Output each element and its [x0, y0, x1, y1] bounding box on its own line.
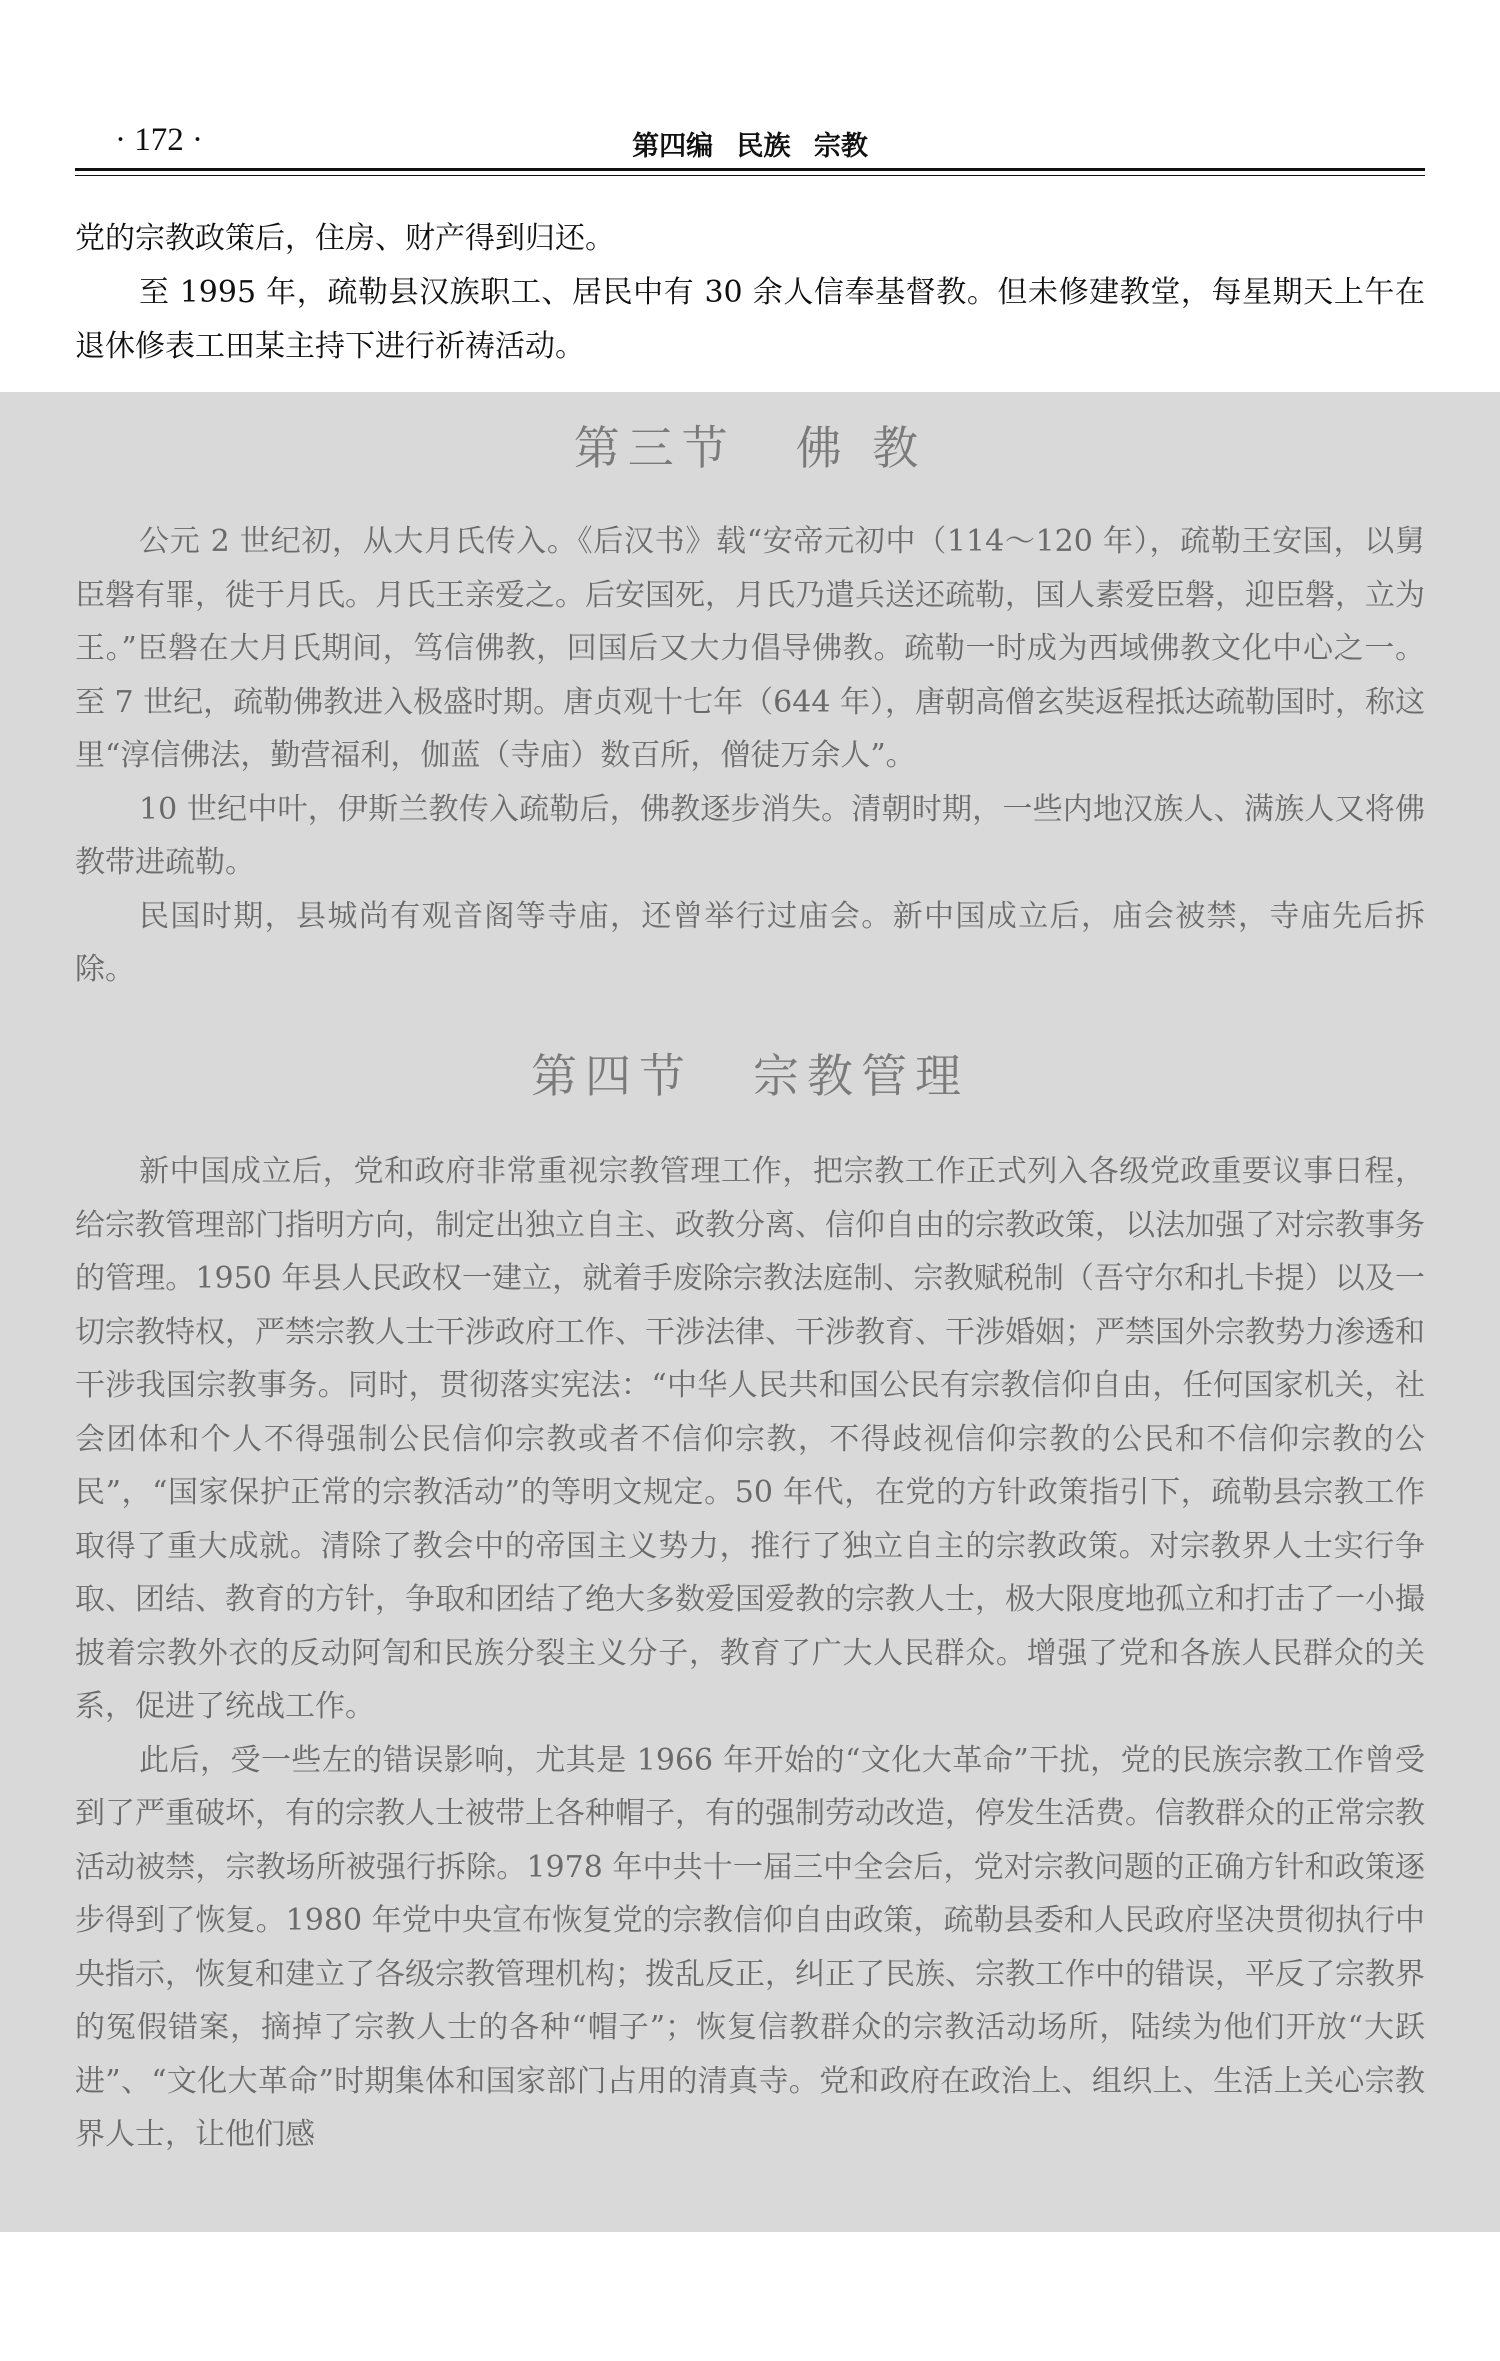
header-rule-thick	[75, 168, 1425, 171]
section3-paragraph: 民国时期，县城尚有观音阁等寺庙，还曾举行过庙会。新中国成立后，庙会被禁，寺庙先后拆除。	[75, 898, 1425, 987]
section4-body	[75, 1145, 1425, 2162]
section3-paragraph: 10 世纪中叶，伊斯兰教传入疏勒后，佛教逐步消失。清朝时期，一些内地汉族人、满族人又将佛教带进疏勒。	[75, 791, 1425, 880]
page-number: · 172 ·	[115, 122, 203, 158]
section4-heading	[0, 1040, 1500, 1106]
section3-paragraph: 公元 2 世纪初，从大月氏传入。《后汉书》载“安帝元初中（114～120 年），疏勒王安国，以舅臣磐有罪，徙于月氏。月氏王亲爱之。后安国死，月氏乃遣兵送还疏勒，国人素爱臣磐，迎臣磐，立为王。”臣磐在大月氏期间，笃信佛教，回国后又大力倡导佛教。疏勒一时成为西域佛教文化中心之一。至 7 世纪，疏勒佛教进入极盛时期。唐贞观十七年（644 年），唐朝高僧玄奘返程抵达疏勒国时，称这里“淳信佛法，勤营福利，伽蓝（寺庙）数百所，僧徒万余人”。	[75, 524, 1425, 773]
section3-number: 第三节	[573, 421, 736, 475]
page-header	[75, 118, 1425, 168]
section4-number: 第四节	[531, 1049, 693, 1103]
section3-title: 佛 教	[795, 421, 927, 475]
section3-body	[75, 515, 1425, 997]
continued-paragraph: 党的宗教政策后，住房、财产得到归还。	[75, 221, 615, 256]
continued-text	[75, 212, 1425, 374]
section4-paragraph: 新中国成立后，党和政府非常重视宗教管理工作，把宗教工作正式列入各级党政重要议事日程，给宗教管理部门指明方向，制定出独立自主、政教分离、信仰自由的宗教政策，以法加强了对宗教事务的管理。1950 年县人民政权一建立，就着手废除宗教法庭制、宗教赋税制（吾守尔和扎卡提）以及一切宗教特权，严禁宗教人士干涉政府工作、干涉法律、干涉教育、干涉婚姻；严禁国外宗教势力渗透和干涉我国宗教事务。同时，贯彻落实宪法：“中华人民共和国公民有宗教信仰自由，任何国家机关，社会团体和个人不得强制公民信仰宗教或者不信仰宗教，不得歧视信仰宗教的公民和不信仰宗教的公民”，“国家保护正常的宗教活动”的等明文规定。50 年代，在党的方针政策指引下，疏勒县宗教工作取得了重大成就。清除了教会中的帝国主义势力，推行了独立自主的宗教政策。对宗教界人士实行争取、团结、教育的方针，争取和团结了绝大多数爱国爱教的宗教人士，极大限度地孤立和打击了一小撮披着宗教外衣的反动阿訇和民族分裂主义分子，教育了广大人民群众。增强了党和各族人民群众的关系，促进了统战工作。	[75, 1154, 1425, 1724]
running-title: 第四编 民族 宗教	[632, 131, 868, 162]
section3-heading	[0, 412, 1500, 478]
paragraph-christianity: 至 1995 年，疏勒县汉族职工、居民中有 30 余人信奉基督教。但未修建教堂，每星期天上午在退休修表工田某主持下进行祈祷活动。	[75, 275, 1425, 364]
section4-title: 宗教管理	[753, 1049, 969, 1103]
section4-paragraph: 此后，受一些左的错误影响，尤其是 1966 年开始的“文化大革命”干扰，党的民族宗教工作曾受到了严重破坏，有的宗教人士被带上各种帽子，有的强制劳动改造，停发生活费。信教群众的正常宗教活动被禁，宗教场所被强行拆除。1978 年中共十一届三中全会后，党对宗教问题的正确方针和政策逐步得到了恢复。1980 年党中央宣布恢复党的宗教信仰自由政策，疏勒县委和人民政府坚决贯彻执行中央指示，恢复和建立了各级宗教管理机构；拨乱反正，纠正了民族、宗教工作中的错误，平反了宗教界的冤假错案，摘掉了宗教人士的各种“帽子”；恢复信教群众的宗教活动场所，陆续为他们开放“大跃进”、“文化大革命”时期集体和国家部门占用的清真寺。党和政府在政治上、组织上、生活上关心宗教界人士，让他们感	[75, 1742, 1425, 2152]
header-rule-thin	[75, 175, 1425, 176]
